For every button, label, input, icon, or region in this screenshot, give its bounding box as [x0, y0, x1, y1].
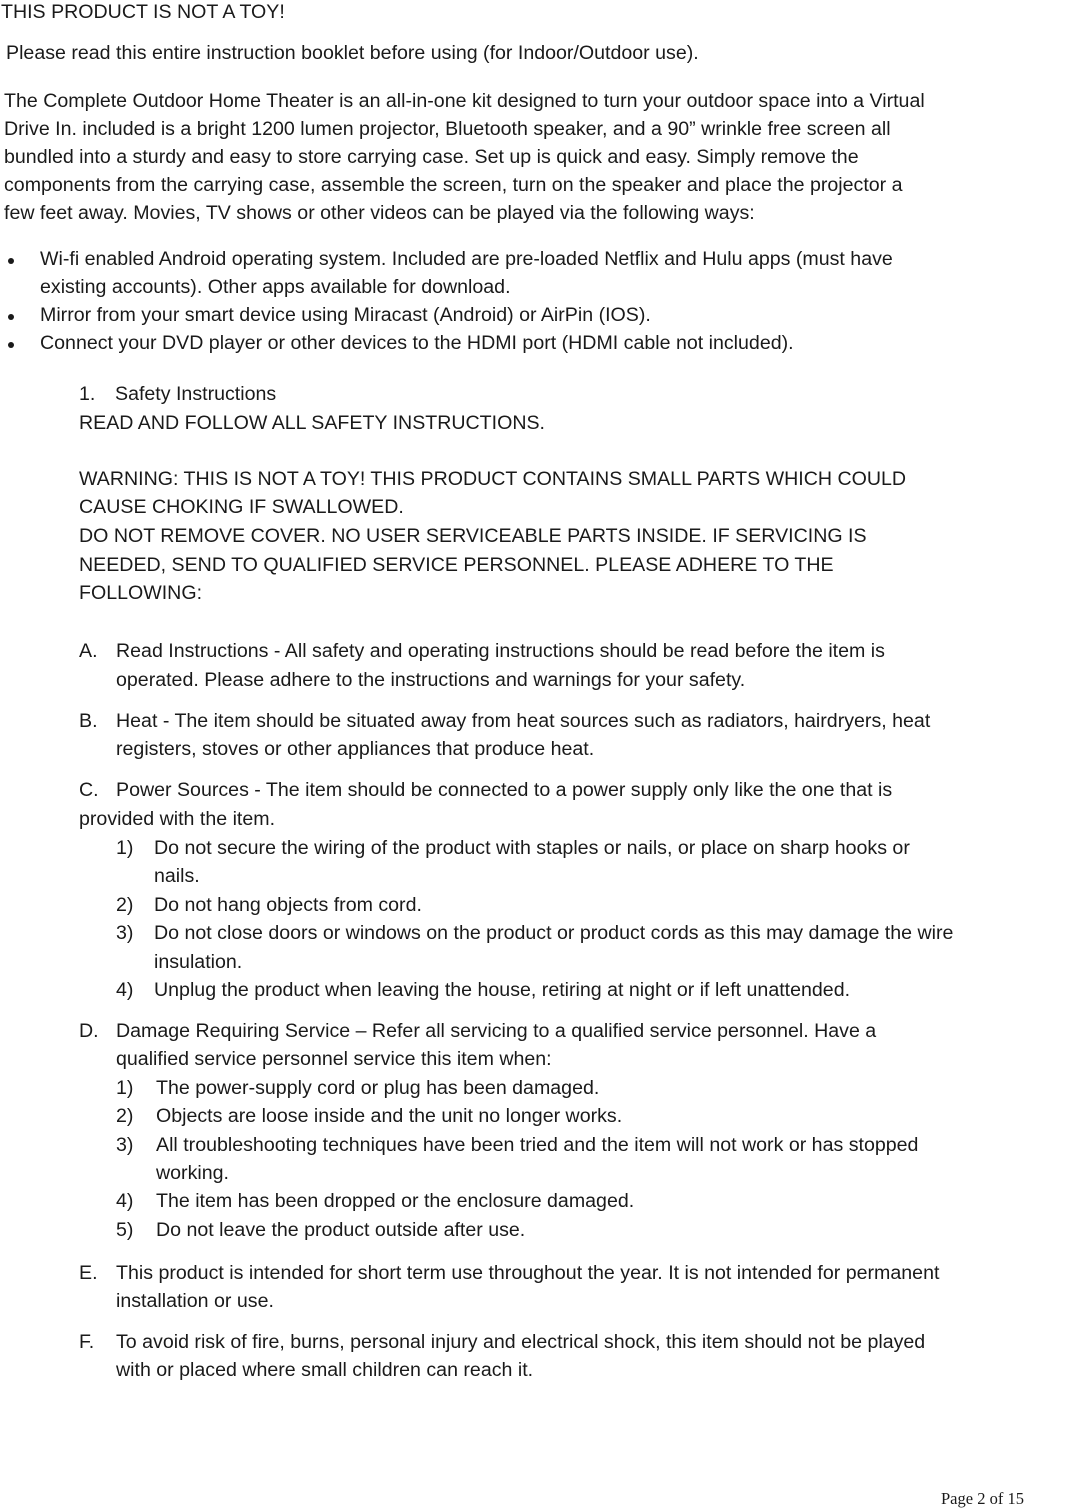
subitem-number: 4): [116, 979, 134, 1001]
item-letter: D.: [79, 1020, 99, 1042]
item-text: This product is intended for short term use throughout the year. It is not intended for permanent: [116, 1262, 940, 1284]
warning-line: DO NOT REMOVE COVER. NO USER SERVICEABLE PARTS INSIDE. IF SERVICING IS: [79, 525, 867, 547]
bullet-text: Mirror from your smart device using Miracast (Android) or AirPin (IOS).: [40, 304, 651, 326]
item-letter: B.: [79, 710, 98, 732]
bullet-text: Connect your DVD player or other devices to the HDMI port (HDMI cable not included).: [40, 332, 794, 354]
subitem-text: Objects are loose inside and the unit no longer works.: [156, 1105, 623, 1127]
subitem-text: The item has been dropped or the enclosure damaged.: [156, 1190, 635, 1212]
page-number: Page 2 of 15: [941, 1489, 1024, 1508]
warning-title: THIS PRODUCT IS NOT A TOY!: [1, 1, 285, 23]
subitem-number: 1): [116, 837, 134, 859]
item-text: Power Sources - The item should be connected to a power supply only like the one that is: [116, 779, 893, 801]
intro-line: bundled into a sturdy and easy to store carrying case. Set up is quick and easy. Simply remove the: [4, 146, 859, 168]
item-text: with or placed where small children can reach it.: [116, 1359, 534, 1381]
read-follow-notice: READ AND FOLLOW ALL SAFETY INSTRUCTIONS.: [79, 412, 545, 434]
item-letter: A.: [79, 640, 98, 662]
item-text: Heat - The item should be situated away from heat sources such as radiators, hairdryers, heat: [116, 710, 931, 732]
item-text: operated. Please adhere to the instructions and warnings for your safety.: [116, 669, 746, 691]
section-heading: Safety Instructions: [115, 383, 277, 405]
subitem-text: insulation.: [154, 951, 243, 973]
subitem-number: 3): [116, 1134, 134, 1156]
item-letter: F.: [79, 1331, 95, 1353]
subitem-number: 2): [116, 1105, 134, 1127]
intro-line: Drive In. included is a bright 1200 lumen projector, Bluetooth speaker, and a 90” wrinkle free screen all: [4, 118, 891, 140]
subitem-text: Do not hang objects from cord.: [154, 894, 422, 916]
subitem-text: All troubleshooting techniques have been tried and the item will not work or has stopped: [156, 1134, 919, 1156]
warning-line: FOLLOWING:: [79, 582, 203, 604]
bullet-text: existing accounts). Other apps available for download.: [40, 276, 511, 298]
item-letter: E.: [79, 1262, 98, 1284]
section-number: 1.: [79, 383, 96, 405]
subitem-number: 1): [116, 1077, 134, 1099]
item-text: provided with the item.: [79, 808, 276, 830]
item-letter: C.: [79, 779, 99, 801]
read-notice: Please read this entire instruction booklet before using (for Indoor/Outdoor use).: [6, 42, 699, 64]
subitem-text: working.: [156, 1162, 229, 1184]
subitem-number: 2): [116, 894, 134, 916]
intro-line: few feet away. Movies, TV shows or other videos can be played via the following ways:: [4, 202, 755, 224]
item-text: To avoid risk of fire, burns, personal injury and electrical shock, this item should not be played: [116, 1331, 926, 1353]
subitem-number: 3): [116, 922, 134, 944]
bullet-dot-icon: [8, 314, 14, 320]
subitem-number: 5): [116, 1219, 134, 1241]
item-text: Damage Requiring Service – Refer all servicing to a qualified service personnel. Have a: [116, 1020, 877, 1042]
subitem-number: 4): [116, 1190, 134, 1212]
bullet-dot-icon: [8, 342, 14, 348]
subitem-text: The power-supply cord or plug has been damaged.: [156, 1077, 600, 1099]
intro-line: components from the carrying case, assemble the screen, turn on the speaker and place the projector a: [4, 174, 903, 196]
item-text: installation or use.: [116, 1290, 274, 1312]
subitem-text: nails.: [154, 865, 200, 887]
subitem-text: Unplug the product when leaving the house, retiring at night or if left unattended.: [154, 979, 851, 1001]
subitem-text: Do not leave the product outside after use.: [156, 1219, 526, 1241]
warning-line: NEEDED, SEND TO QUALIFIED SERVICE PERSONNEL. PLEASE ADHERE TO THE: [79, 554, 834, 576]
warning-line: WARNING: THIS IS NOT A TOY! THIS PRODUCT CONTAINS SMALL PARTS WHICH COULD: [79, 468, 907, 490]
bullet-dot-icon: [8, 258, 14, 264]
item-text: qualified service personnel service this item when:: [116, 1048, 552, 1070]
intro-line: The Complete Outdoor Home Theater is an all-in-one kit designed to turn your outdoor space into a Virtual: [4, 90, 925, 112]
item-text: registers, stoves or other appliances that produce heat.: [116, 738, 595, 760]
subitem-text: Do not secure the wiring of the product with staples or nails, or place on sharp hooks or: [154, 837, 910, 859]
subitem-text: Do not close doors or windows on the product or product cords as this may damage the wire: [154, 922, 954, 944]
item-text: Read Instructions - All safety and operating instructions should be read before the item is: [116, 640, 885, 662]
warning-line: CAUSE CHOKING IF SWALLOWED.: [79, 496, 404, 518]
bullet-text: Wi-fi enabled Android operating system. Included are pre-loaded Netflix and Hulu apps (must have: [40, 248, 893, 270]
